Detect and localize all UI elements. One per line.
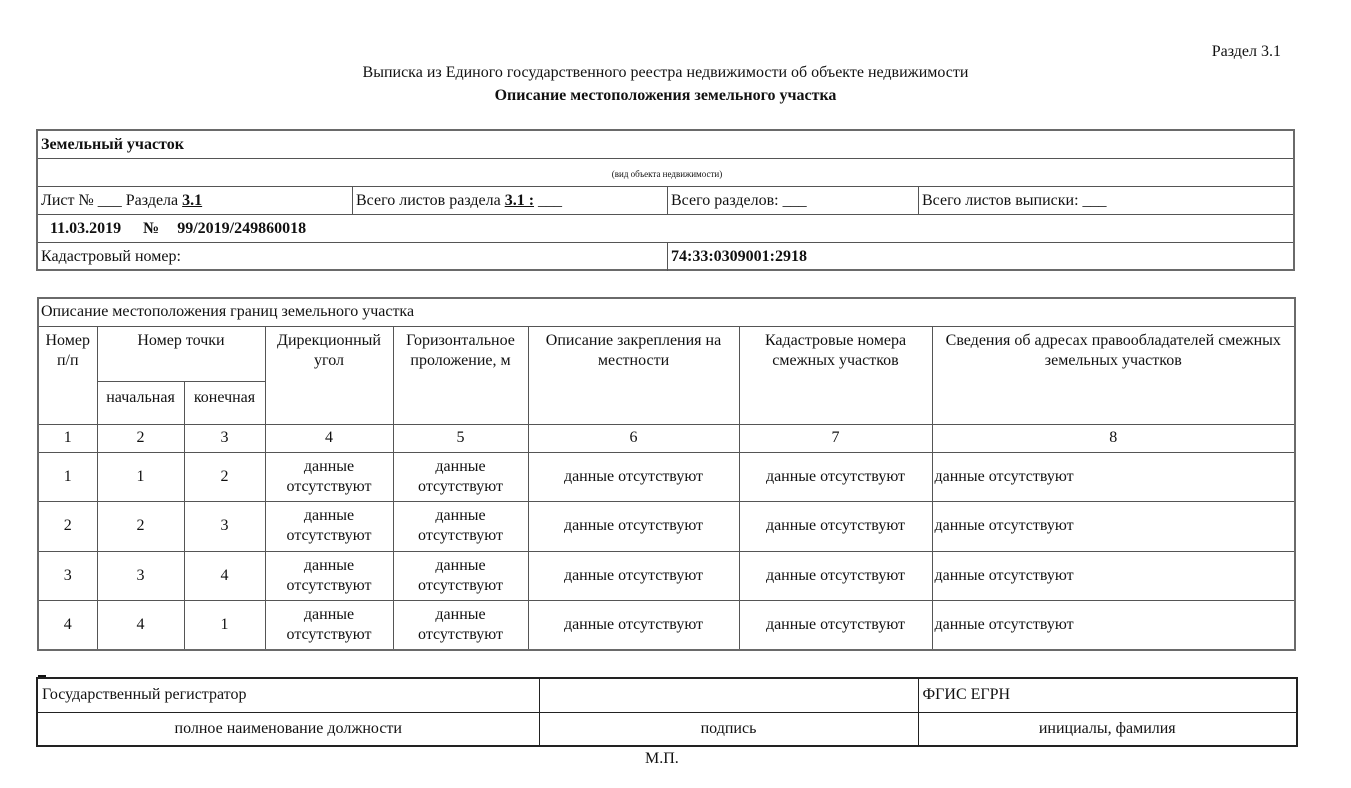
sheet-info-row: [38, 187, 1293, 215]
row-adjacent: данные отсутствуют: [739, 600, 932, 650]
row-start: 3: [97, 551, 184, 600]
total-extract-sheets: Всего листов выписки: ___: [922, 192, 1107, 209]
header-fixing: Описание закрепления на местности: [528, 326, 739, 424]
row-direction: данные отсутствуют: [265, 600, 393, 650]
object-info-box: [36, 129, 1295, 271]
header-direction: Дирекционный угол: [265, 326, 393, 424]
row-end: 4: [184, 551, 265, 600]
extract-date: 11.03.2019: [50, 220, 122, 237]
row-owners: данные отсутствуют: [932, 551, 1295, 600]
row-distance: данные отсутствуют: [393, 452, 528, 501]
row-direction: данные отсутствуют: [265, 501, 393, 551]
cadastral-label: Кадастровый номер:: [41, 248, 181, 265]
row-num: 2: [38, 501, 97, 551]
row-start: 2: [97, 501, 184, 551]
row-end: 2: [184, 452, 265, 501]
boundary-table: [37, 297, 1296, 651]
header-point: Номер точки: [97, 326, 265, 381]
row-fixing: данные отсутствуют: [528, 452, 739, 501]
signature-table: [36, 677, 1298, 747]
header-point-end: конечная: [184, 381, 265, 424]
header-adjacent: Кадастровые номера смежных участков: [739, 326, 932, 424]
signature-caption: подпись: [539, 712, 918, 746]
position-caption: полное наименование должности: [37, 712, 539, 746]
object-type-caption: (вид объекта недвижимости): [611, 169, 723, 179]
sheet-number: Лист № ___ Раздела 3.1: [41, 192, 203, 209]
row-end: 3: [184, 501, 265, 551]
col-number: 8: [932, 424, 1295, 452]
row-fixing: данные отсутствуют: [528, 600, 739, 650]
header-point-start: начальная: [97, 381, 184, 424]
table-caption: Описание местоположения границ земельного участка: [38, 298, 1295, 326]
cadastral-number: 74:33:0309001:2918: [671, 248, 807, 265]
row-distance: данные отсутствуют: [393, 551, 528, 600]
object-type: Земельный участок: [41, 136, 184, 153]
row-adjacent: данные отсутствуют: [739, 501, 932, 551]
row-adjacent: данные отсутствуют: [739, 551, 932, 600]
row-owners: данные отсутствуют: [932, 501, 1295, 551]
cadastral-row: [38, 243, 1293, 271]
extract-number-row: [38, 215, 1293, 243]
section-number: 3.1: [182, 192, 203, 209]
row-owners: данные отсутствуют: [932, 452, 1295, 501]
header-owners: Сведения об адресах правообладателей смежных земельных участков: [932, 326, 1295, 424]
total-sections: Всего разделов: ___: [671, 192, 807, 209]
row-end: 1: [184, 600, 265, 650]
total-sheets-section: Всего листов раздела 3.1 : ___: [356, 192, 563, 209]
object-type-row: [38, 131, 1293, 159]
row-num: 4: [38, 600, 97, 650]
row-num: 1: [38, 452, 97, 501]
col-number: 2: [97, 424, 184, 452]
col-number: 1: [38, 424, 97, 452]
extract-date-number: 11.03.2019 № 99/2019/249860018: [50, 220, 307, 237]
section-label: Раздел 3.1: [1211, 43, 1281, 60]
stamp-label: М.П.: [645, 750, 679, 767]
table-row: [38, 501, 1295, 551]
header-distance: Горизонтальное проложение, м: [393, 326, 528, 424]
row-distance: данные отсутствуют: [393, 501, 528, 551]
col-number: 4: [265, 424, 393, 452]
name-caption: инициалы, фамилия: [918, 712, 1297, 746]
col-number: 5: [393, 424, 528, 452]
document-title: Выписка из Единого государственного реестра недвижимости об объекте недвижимости: [362, 64, 969, 81]
row-fixing: данные отсутствуют: [528, 551, 739, 600]
col-number: 3: [184, 424, 265, 452]
col-number: 6: [528, 424, 739, 452]
col-number: 7: [739, 424, 932, 452]
row-owners: данные отсутствуют: [932, 600, 1295, 650]
row-fixing: данные отсутствуют: [528, 501, 739, 551]
registrar-position: Государственный регистратор: [37, 678, 539, 712]
row-adjacent: данные отсутствуют: [739, 452, 932, 501]
table-row: [38, 452, 1295, 501]
row-distance: данные отсутствуют: [393, 600, 528, 650]
extract-number: 99/2019/249860018: [177, 220, 307, 237]
row-start: 1: [97, 452, 184, 501]
table-row: [38, 551, 1295, 600]
header-num: Номер п/п: [38, 326, 97, 424]
signature-field: [539, 678, 918, 712]
row-num: 3: [38, 551, 97, 600]
row-direction: данные отсутствуют: [265, 452, 393, 501]
table-row: [38, 600, 1295, 650]
row-direction: данные отсутствуют: [265, 551, 393, 600]
registrar-name: ФГИС ЕГРН: [918, 678, 1297, 712]
object-type-caption-row: [38, 159, 1293, 187]
row-start: 4: [97, 600, 184, 650]
document-subtitle: Описание местоположения земельного участка: [494, 87, 837, 104]
